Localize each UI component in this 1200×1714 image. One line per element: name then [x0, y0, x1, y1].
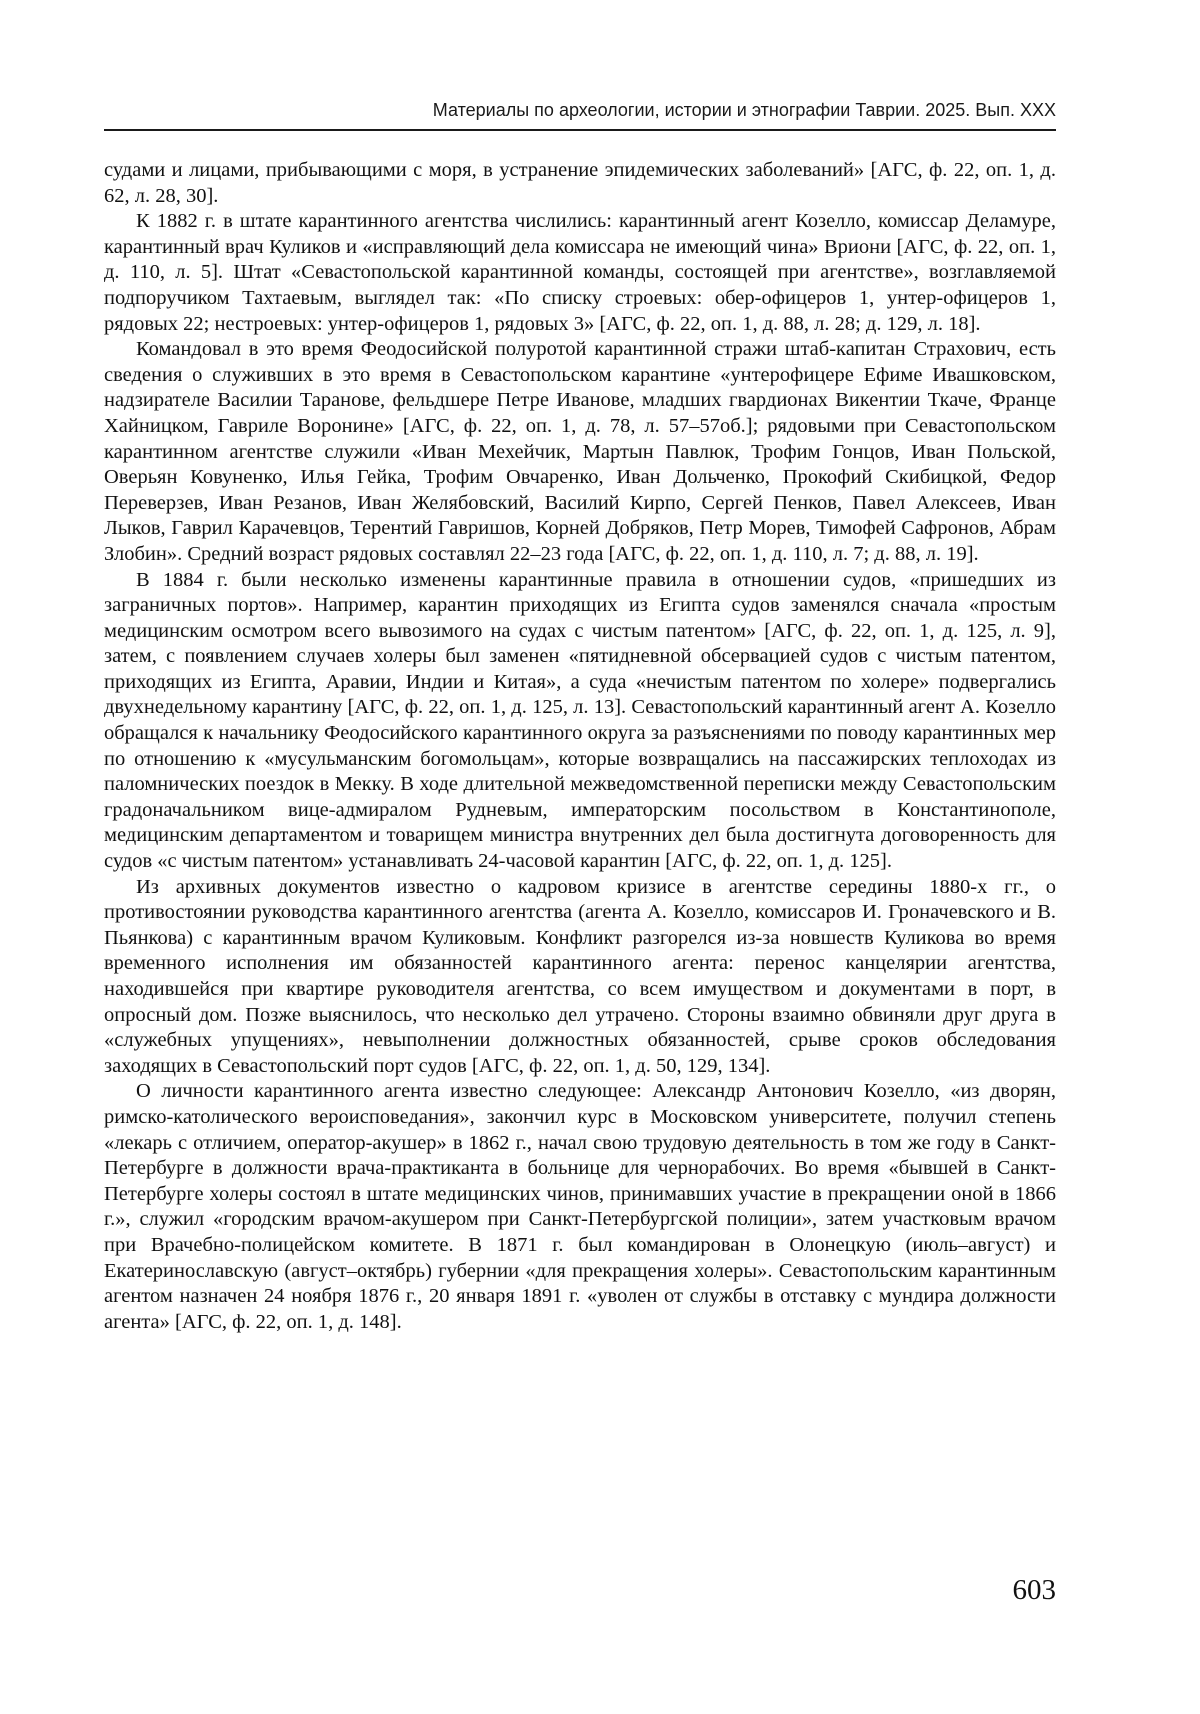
paragraph-kozello-biography: О личности карантинного агента известно следующее: Александр Антонович Козелло, «из дворян, римско-католического вероисповедания», закончил курс в Московском университете, получил степень «лекарь с отличием, оператор-акушер» в 1862 г., начал свою трудовую деятельность в том же году в Санкт-Петербурге в должности врача-практиканта в больнице для чернорабочих. Во время «бывшей в Санкт-Петербурге холеры состоял в штате медицинских чинов, принимавших участие в прекращении оной в 1866 г.», служил «городским врачом-акушером при Санкт-Петербургской полиции», затем участковым врачом при Врачебно-полицейском комитете. В 1871 г. был командирован в Олонецкую (июль–август) и Екатеринославскую (август–октябрь) губернии «для прекращения холеры». Севастопольским карантинным агентом назначен 24 ноября 1876 г., 20 января 1891 г. «уволен от службы в отставку с мундира должности агента» [АГС, ф. 22, оп. 1, д. 148]. — [104, 1080, 1056, 1333]
paragraph-quarantine-guard: Командовал в это время Феодосийской полуротой карантинной стражи штаб-капитан Страхович, есть сведения о служивших в это время в Севастопольском карантине «унтерофицере Ефиме Ивашковском, надзирателе Василии Таранове, фельдшере Петре Иванове, младших гвардионах Викентии Ткаче, Франце Хайницком, Гавриле Воронине» [АГС, ф. 22, оп. 1, д. 78, л. 57–57об.]; рядовыми при Севастопольском карантинном агентстве служили «Иван Мехейчик, Мартын Павлюк, Трофим Гонцов, Иван Польской, Оверьян Ковуненко, Илья Гейка, Трофим Овчаренко, Иван Дольченко, Прокофий Скибицкой, Федор Переверзев, Иван Резанов, Иван Желябовский, Василий Кирпо, Сергей Пенков, Павел Алексеев, Иван Лыков, Гаврил Карачевцов, Терентий Гавришов, Корней Добряков, Петр Морев, Тимофей Сафронов, Абрам Злобин». Средний возраст рядовых составлял 22–23 года [АГС, ф. 22, оп. 1, д. 110, л. 7; д. 88, л. 19]. — [104, 338, 1056, 565]
paragraph-quarantine-staff-1882: К 1882 г. в штате карантинного агентства числились: карантинный агент Козелло, комиссар Деламуре, карантинный врач Куликов и «исправляющий дела комиссара не имеющий чина» Вриони [АГС, ф. 22, оп. 1, д. 110, л. 5]. Штат «Севастопольской карантинной команды, состоящей при агентстве», возглавляемой подпоручиком Тахтаевым, выглядел так: «По списку строевых: обер-офицеров 1, унтер-офицеров 1, рядовых 22; нестроевых: унтер-офицеров 1, рядовых 3» [АГС, ф. 22, оп. 1, д. 88, л. 28; д. 129, л. 18]. — [104, 210, 1056, 335]
article-body — [104, 158, 1056, 1335]
paragraph-rules-1884: В 1884 г. были несколько изменены карантинные правила в отношении судов, «пришедших из заграничных портов». Например, карантин приходящих из Египта судов заменялся сначала «простым медицинским осмотром всего вывозимого на судах с чистым патентом» [АГС, ф. 22, оп. 1, д. 125, л. 9], затем, с появлением случаев холеры был заменен «пятидневной обсервацией судов с чистым патентом, приходящих из Египта, Аравии, Индии и Китая», а суда «нечистым патентом по холере» подвергались двухнедельному карантину [АГС, ф. 22, оп. 1, д. 125, л. 13]. Севастопольский карантинный агент А. Козелло обращался к начальнику Феодосийского карантинного округа за разъяснениями по поводу карантинных мер по отношению к «мусульманским богомольцам», которые возвращались на пассажирских теплоходах из паломнических поездок в Мекку. В ходе длительной межведомственной переписки между Севастопольским градоначальником вице-адмиралом Рудневым, императорским посольством в Константинополе, медицинским департаментом и товарищем министра внутренних дел была достигнута договоренность для судов «с чистым патентом» устанавливать 24-часовой карантин [АГС, ф. 22, оп. 1, д. 125]. — [104, 568, 1056, 873]
paragraph-continuation: судами и лицами, прибывающими с моря, в устранение эпидемических заболеваний» [АГС, ф. 22, оп. 1, д. 62, л. 28, 30]. — [104, 159, 1056, 207]
paragraph-staff-crisis: Из архивных документов известно о кадровом кризисе в агентстве середины 1880-х гг., о противостоянии руководства карантинного агентства (агента А. Козелло, комиссаров И. Гроначевского и В. Пьянкова) с карантинным врачом Куликовым. Конфликт разгорелся из-за новшеств Куликова во время временного исполнения им обязанностей карантинного агента: перенос канцелярии агентства, находившейся при квартире руководителя агентства, со всем имуществом и документами в порт, в опросный дом. Позже выяснилось, что несколько дел утрачено. Стороны взаимно обвиняли друг друга в «служебных упущениях», невыполнении должностных обязанностей, срыве сроков обследования заходящих в Севастопольский порт судов [АГС, ф. 22, оп. 1, д. 50, 129, 134]. — [104, 875, 1056, 1077]
header-rule — [104, 129, 1056, 131]
page-number: 603 — [1012, 1574, 1056, 1606]
running-header: Материалы по археологии, истории и этнографии Таврии. 2025. Вып. XXX — [432, 100, 1056, 120]
